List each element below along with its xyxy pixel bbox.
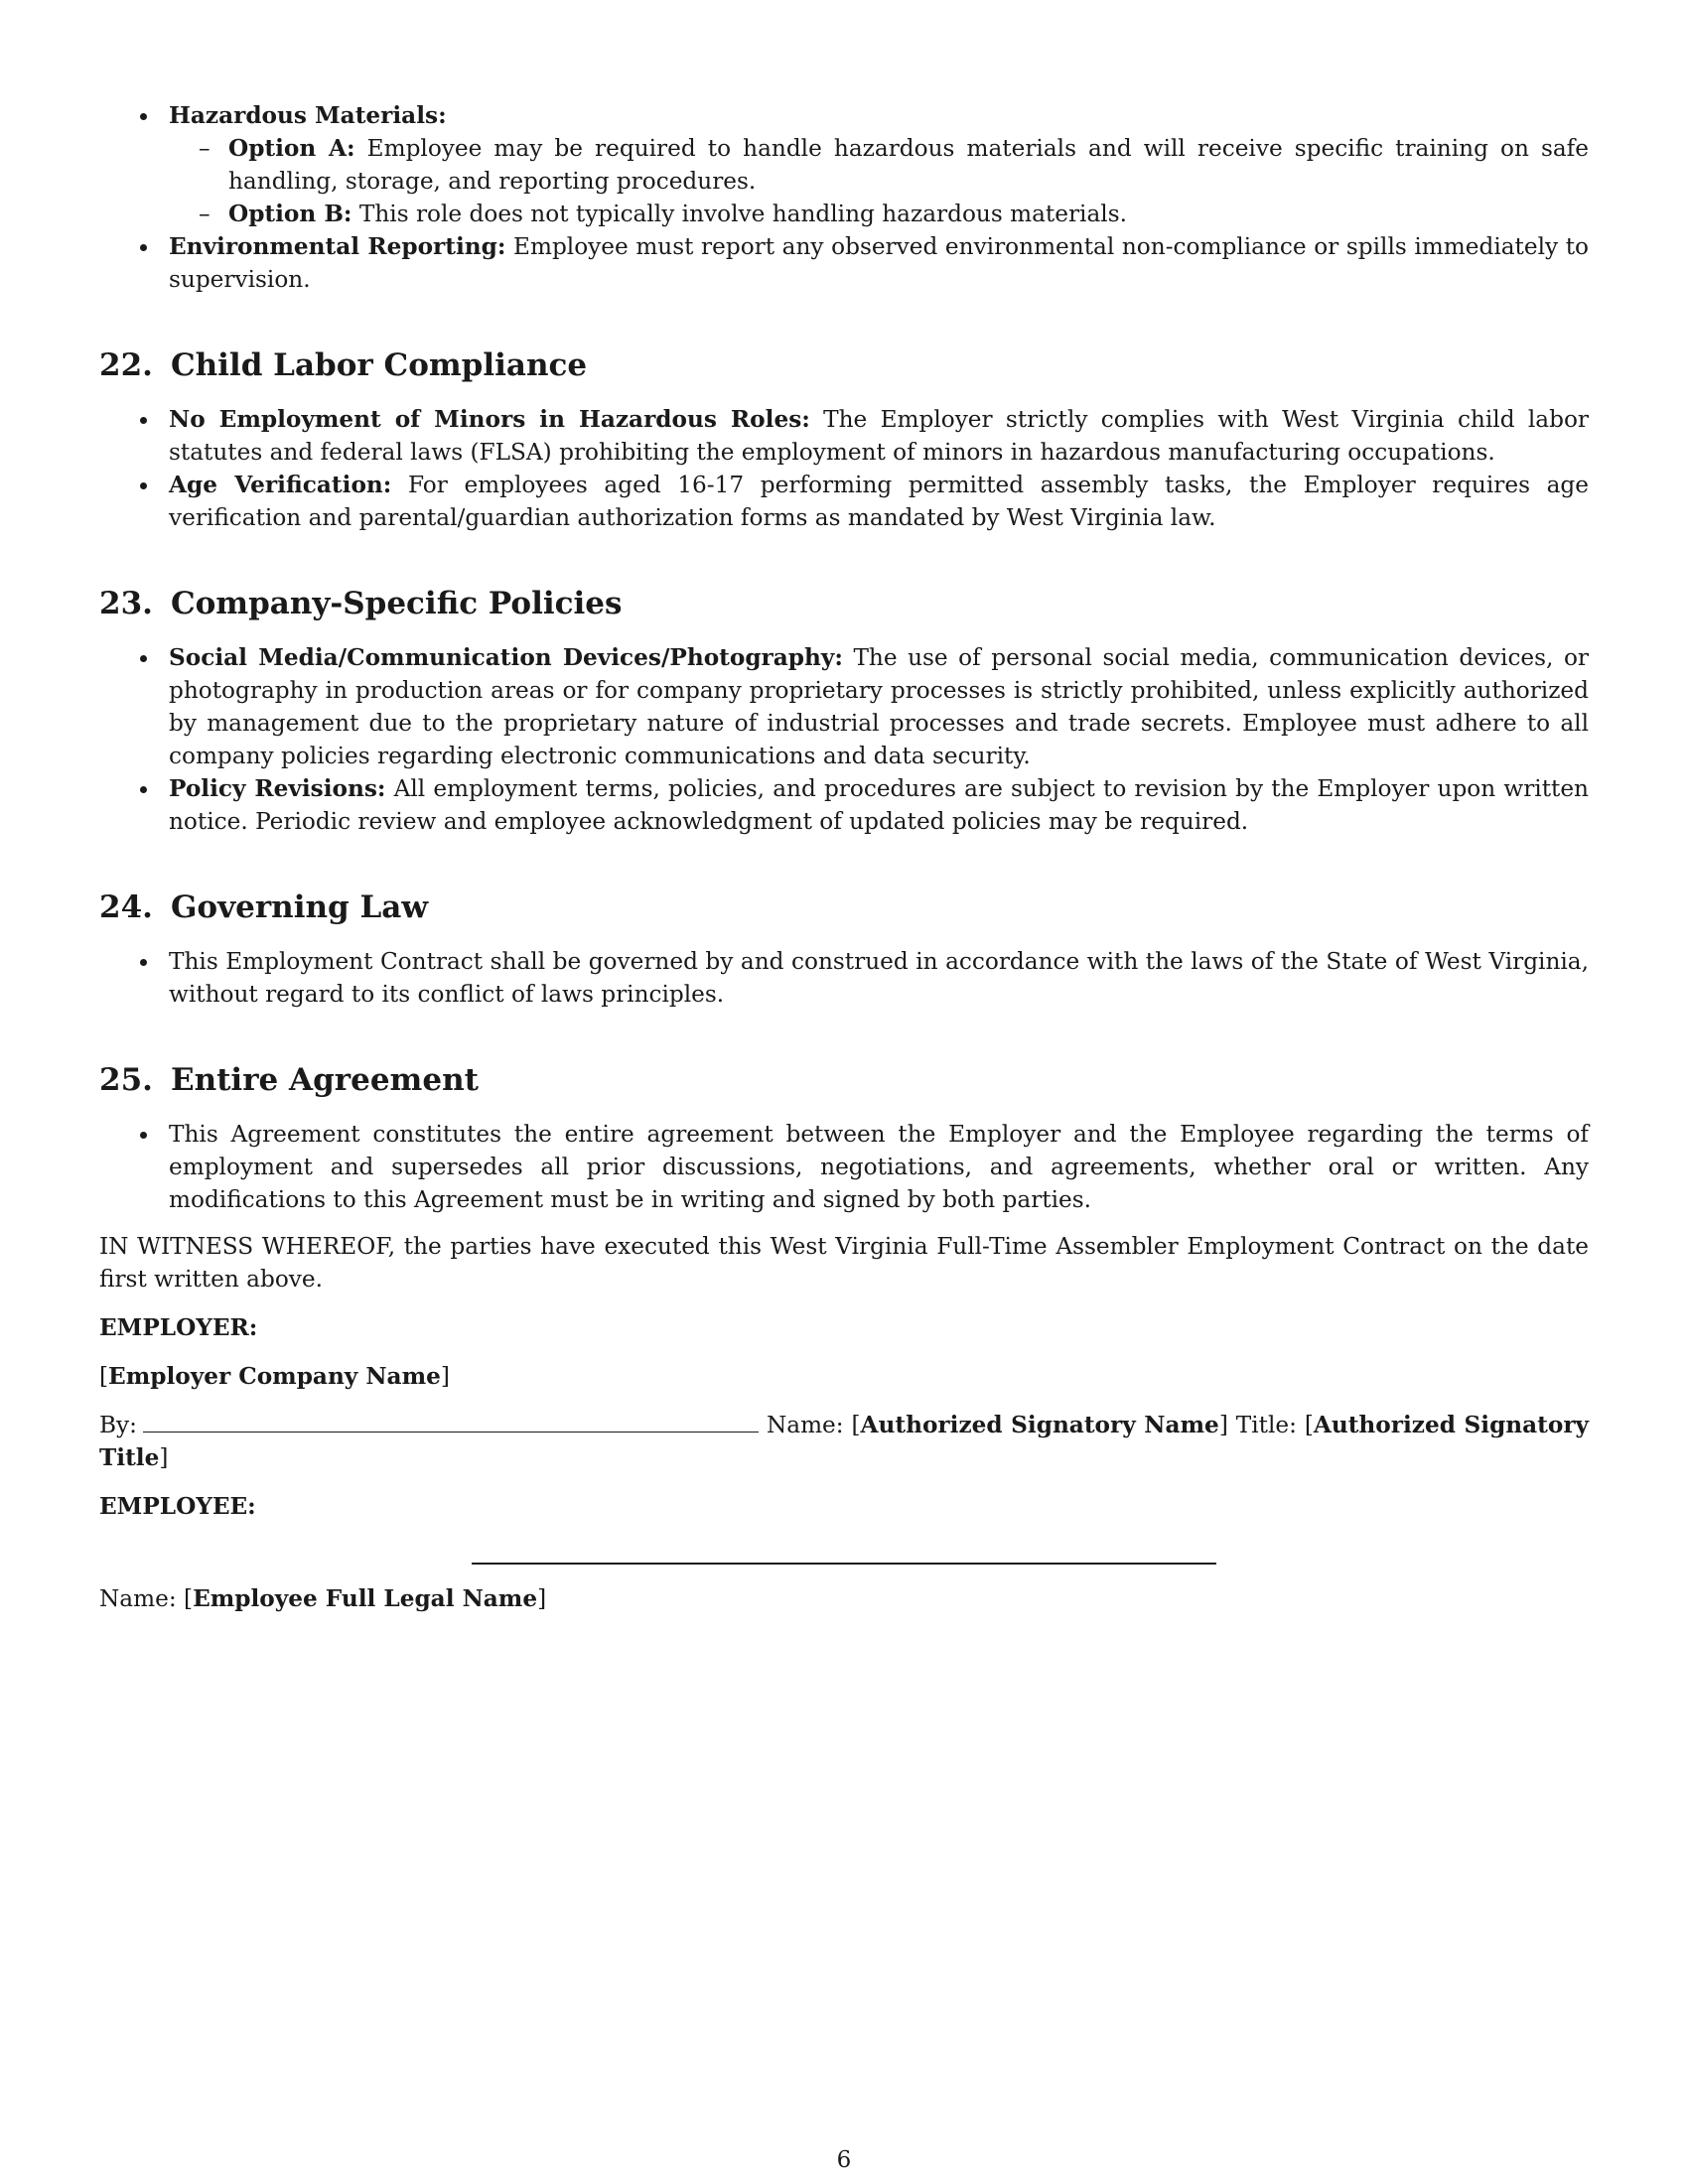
item-text: The Employer strictly complies with West Virginia child labor statutes and federal laws (FLSA) prohibiting the employment of minors in hazardous manufacturing occupations. — [169, 406, 1589, 466]
item-label: No Employment of Minors in Hazardous Roles: — [169, 406, 810, 433]
section-heading — [99, 584, 1589, 623]
signatory-name: Authorized Signatory Name — [860, 1412, 1219, 1438]
item-text: This Agreement constitutes the entire agreement between the Employer and the Employee regarding the terms of employment and supersedes all prior discussions, negotiations, and agreements, whether oral or written. Any modifications to this Agreement must be in writing and signed by both parties. — [169, 1121, 1589, 1213]
bracket-close: ] — [440, 1363, 450, 1390]
section-title: Entire Agreement — [170, 1062, 479, 1098]
employee-name-line: Name: [Employee Full Legal Name] — [99, 1585, 547, 1612]
section-number: 24. — [99, 889, 153, 925]
item-text: All employment terms, policies, and procedures are subject to revision by the Employer upon written notice. Periodic review and employee acknowledgment of updated policies may be required. — [169, 775, 1589, 835]
section-title: Child Labor Compliance — [170, 347, 588, 383]
item-label: Policy Revisions: — [169, 775, 386, 802]
option-text: This role does not typically involve handling hazardous materials. — [358, 201, 1127, 227]
employer-heading-text: EMPLOYER: — [99, 1314, 258, 1341]
list-item — [99, 230, 1589, 296]
employee-full-name: Employee Full Legal Name — [193, 1585, 538, 1612]
bracket-open: [ — [99, 1363, 109, 1390]
employee-heading-text: EMPLOYEE: — [99, 1493, 256, 1520]
section-list — [99, 641, 1589, 838]
witness-paragraph: IN WITNESS WHEREOF, the parties have executed this West Virginia Full-Time Assembler Employment Contract on the date first written above. — [99, 1233, 1589, 1293]
item-label: Hazardous Materials: — [169, 102, 447, 129]
employer-company-name: Employer Company Name — [108, 1363, 441, 1390]
option-item — [169, 132, 1589, 198]
employer-signature-line: By: Name: [Authorized Signatory Name] Title: [Authorized Signatory Title] — [99, 1412, 1590, 1471]
item-label: Age Verification: — [169, 472, 392, 498]
list-item — [99, 1118, 1589, 1216]
item-text: This Employment Contract shall be governed by and construed in accordance with the laws of the State of West Virginia, without regard to its conflict of laws principles. — [169, 948, 1589, 1008]
list-item — [99, 945, 1589, 1011]
signatory-title: Authorized Signatory Title — [99, 1412, 1590, 1471]
option-item — [169, 198, 1589, 230]
option-label: Option A: — [228, 135, 355, 162]
section-number: 25. — [99, 1062, 153, 1098]
intro-list — [99, 99, 1589, 296]
name-label: Name: — [766, 1412, 844, 1438]
section-list — [99, 1118, 1589, 1216]
employer-company — [99, 1360, 1589, 1393]
section-list — [99, 403, 1589, 534]
option-label: Option B: — [228, 201, 352, 227]
item-label: Environmental Reporting: — [169, 233, 506, 260]
item-text: Employee must report any observed environmental non-compliance or spills immediately to supervision. — [169, 233, 1589, 293]
employer-signature-field[interactable] — [143, 1410, 759, 1433]
option-text: Employee may be required to handle hazardous materials and will receive specific training on safe handling, storage, and reporting procedures. — [228, 135, 1589, 195]
section-heading — [99, 345, 1589, 385]
item-text: The use of personal social media, communication devices, or photography in production areas or for company proprietary processes is strictly prohibited, unless explicitly authorized by management due to the proprietary nature of industrial processes and trade secrets. Employee must adhere to all company policies regarding electronic communications and data security. — [169, 644, 1589, 769]
by-label: By: — [99, 1412, 137, 1438]
item-label: Social Media/Communication Devices/Photography: — [169, 644, 843, 671]
employer-heading — [99, 1311, 1589, 1344]
title-label: Title: — [1235, 1412, 1297, 1438]
employee-heading — [99, 1490, 1589, 1523]
options-list — [169, 132, 1589, 230]
list-item — [99, 469, 1589, 534]
name-label: Name: — [99, 1585, 177, 1612]
section-list — [99, 945, 1589, 1011]
section-heading — [99, 1060, 1589, 1100]
list-item — [99, 99, 1589, 230]
section-heading — [99, 887, 1589, 927]
section-number: 22. — [99, 347, 153, 383]
section-title: Company-Specific Policies — [170, 586, 623, 621]
section-title: Governing Law — [170, 889, 429, 925]
section-number: 23. — [99, 586, 153, 621]
employee-signature-field[interactable] — [472, 1551, 1216, 1565]
list-item — [99, 403, 1589, 469]
item-text: For employees aged 16-17 performing permitted assembly tasks, the Employer requires age verification and parental/guardian authorization forms as mandated by West Virginia law. — [169, 472, 1589, 531]
list-item — [99, 772, 1589, 838]
page-content — [99, 99, 1589, 1615]
list-item — [99, 641, 1589, 772]
page-number: 6 — [836, 2147, 852, 2173]
